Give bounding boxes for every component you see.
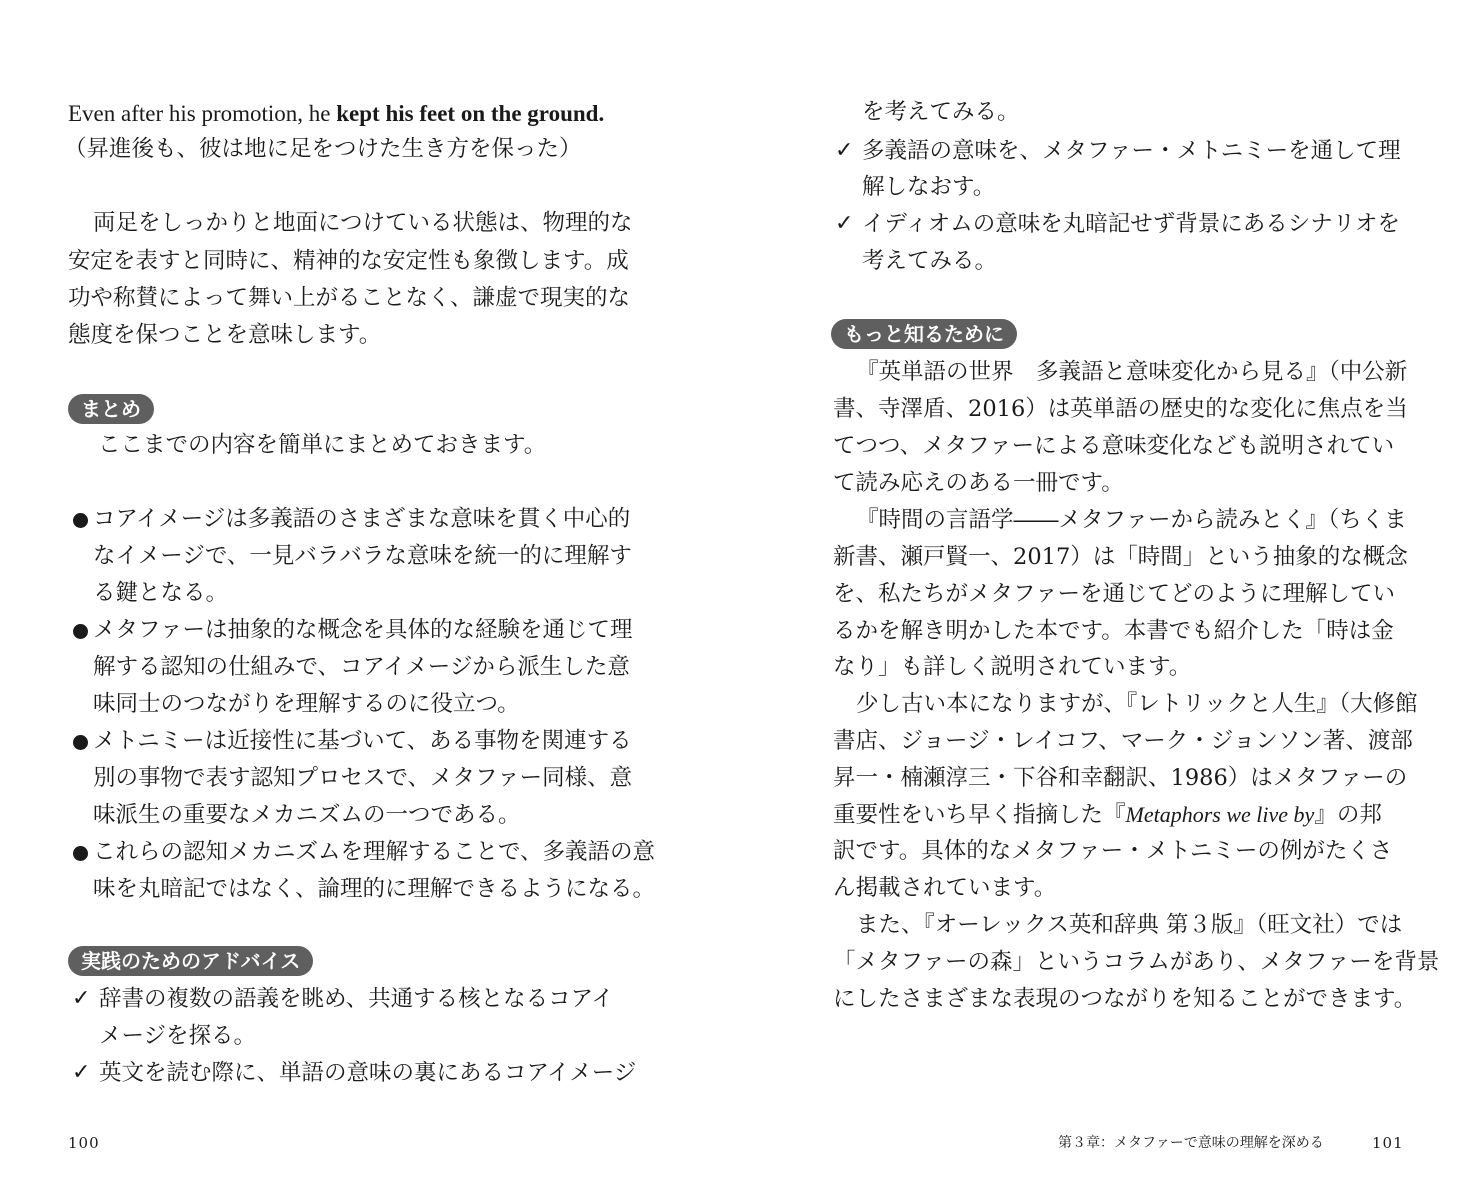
- summary-bullet-line: 味派生の重要なメカニズムの一つである。: [93, 802, 521, 828]
- advice-item-line: メージを探る。: [99, 1023, 257, 1049]
- paragraph-line: を、私たちがメタファーを通じてどのように理解してい: [833, 581, 1396, 607]
- summary-bullet-line: なイメージで、一見バラバラな意味を統一的に理解す: [93, 543, 632, 569]
- explanation-line: 両足をしっかりと地面につけている状態は、物理的な: [93, 210, 633, 236]
- paragraph-line-metaphors: [833, 804, 1382, 827]
- metaphors-before: 重要性をいち早く指摘した『: [833, 802, 1126, 828]
- summary-bullet-line: メタファーは抽象的な概念を具体的な経験を通じて理: [93, 617, 633, 643]
- summary-bullet-line: コアイメージは多義語のさまざまな意味を貫く中心的: [93, 506, 631, 532]
- page-number: 100: [68, 1134, 100, 1152]
- running-head: 第３章：メタファーで意味の理解を深める: [1058, 1135, 1324, 1151]
- advice-item-line: 英文を読む際に、単語の意味の裏にあるコアイメージ: [99, 1060, 637, 1086]
- paragraph-line: て読み応えのある一冊です。: [833, 470, 1124, 496]
- advice-item-line: 辞書の複数の語義を眺め、共通する核となるコアイ: [99, 986, 614, 1012]
- advice-item-line: 解しなおす。: [862, 174, 996, 200]
- metaphors-after: 』の邦: [1314, 802, 1382, 828]
- example-sentence-prefix: Even after his promotion, he: [68, 101, 337, 126]
- summary-bullet-line: 味を丸暗記ではなく、論理的に理解できるようになる。: [93, 876, 656, 902]
- paragraph-line: また、『オーレックス英和辞典 第３版』（旺文社）では: [856, 912, 1403, 938]
- summary-bullet-line: る鍵となる。: [93, 580, 229, 606]
- summary-bullet-line: これらの認知メカニズムを理解することで、多義語の意: [93, 839, 656, 865]
- explanation-line: 安定を表すと同時に、精神的な安定性も象徴します。成: [68, 248, 629, 274]
- paragraph-line: なり」も詳しく説明されています。: [833, 654, 1192, 680]
- paragraph-line: 訳です。具体的なメタファー・メトニミーの例がたくさ: [833, 838, 1393, 864]
- paragraph-line: にしたさまざまな表現のつながりを知ることができます。: [833, 986, 1417, 1012]
- paragraph-line: るかを解き明かした本です。本書でも紹介した「時は金: [833, 618, 1394, 644]
- summary-intro: ここまでの内容を簡単にまとめておきます。: [98, 432, 547, 458]
- metaphors-book-title: Metaphors we live by: [1125, 802, 1315, 827]
- right-page: [732, 0, 1465, 1200]
- check-icon: ✓: [72, 1060, 91, 1085]
- bullet-dot: [73, 624, 88, 639]
- paragraph-line: ん掲載されています。: [833, 875, 1057, 901]
- summary-bullet-line: メトニミーは近接性に基づいて、ある事物を関連する: [93, 728, 632, 754]
- paragraph-line: 『時間の言語学――メタファーから読みとく』（ちくま: [856, 507, 1407, 533]
- advice-item-line: イディオムの意味を丸暗記せず背景にあるシナリオを: [862, 211, 1400, 237]
- advice-heading: 実践のためのアドバイス: [68, 946, 313, 976]
- advice-item-line: 多義語の意味を、メタファー・メトニミーを通して理: [862, 138, 1401, 164]
- advice-item-line: 考えてみる。: [862, 248, 998, 274]
- summary-heading: まとめ: [68, 394, 154, 424]
- advice-continuation: を考えてみる。: [862, 99, 1020, 125]
- paragraph-line: 「メタファーの森」というコラムがあり、メタファーを背景: [833, 949, 1440, 975]
- paragraph-line: 書、寺澤盾、2016）は英単語の歴史的な変化に焦点を当: [833, 396, 1408, 422]
- paragraph-line: てつつ、メタファーによる意味変化なども説明されてい: [833, 433, 1395, 459]
- bullet-dot: [73, 513, 88, 528]
- paragraph-line: 少し古い本になりますが、『レトリックと人生』（大修館: [856, 691, 1418, 717]
- example-sentence-idiom: kept his feet on the ground.: [336, 101, 605, 126]
- check-icon: ✓: [835, 211, 854, 236]
- bullet-dot: [73, 735, 88, 750]
- paragraph-line: 昇一・楠瀬淳三・下谷和幸翻訳、1986）はメタファーの: [833, 765, 1408, 791]
- summary-bullet-line: 味同士のつながりを理解するのに役立つ。: [93, 691, 520, 717]
- example-sentence-ja: （昇進後も、彼は地に足をつけた生き方を保った）: [64, 136, 582, 162]
- check-icon: ✓: [72, 986, 91, 1011]
- further-reading-heading: もっと知るために: [831, 319, 1017, 349]
- check-icon: ✓: [835, 138, 854, 163]
- summary-bullet-line: 解する認知の仕組みで、コアイメージから派生した意: [93, 654, 630, 680]
- explanation-line: 功や称賛によって舞い上がることなく、謙虚で現実的な: [68, 285, 631, 311]
- paragraph-line: 書店、ジョージ・レイコフ、マーク・ジョンソン著、渡部: [833, 728, 1413, 754]
- paragraph-line: 新書、瀬戸賢一、2017）は「時間」という抽象的な概念: [833, 544, 1408, 570]
- paragraph-line: 『英単語の世界 多義語と意味変化から見る』（中公新: [856, 359, 1408, 385]
- left-page: [0, 0, 732, 1200]
- bullet-dot: [73, 846, 88, 861]
- page-number: 101: [1372, 1134, 1404, 1152]
- summary-bullet-line: 別の事物で表す認知プロセスで、メタファー同様、意: [93, 765, 633, 791]
- explanation-line: 態度を保つことを意味します。: [68, 322, 382, 348]
- example-sentence-en: [68, 102, 604, 125]
